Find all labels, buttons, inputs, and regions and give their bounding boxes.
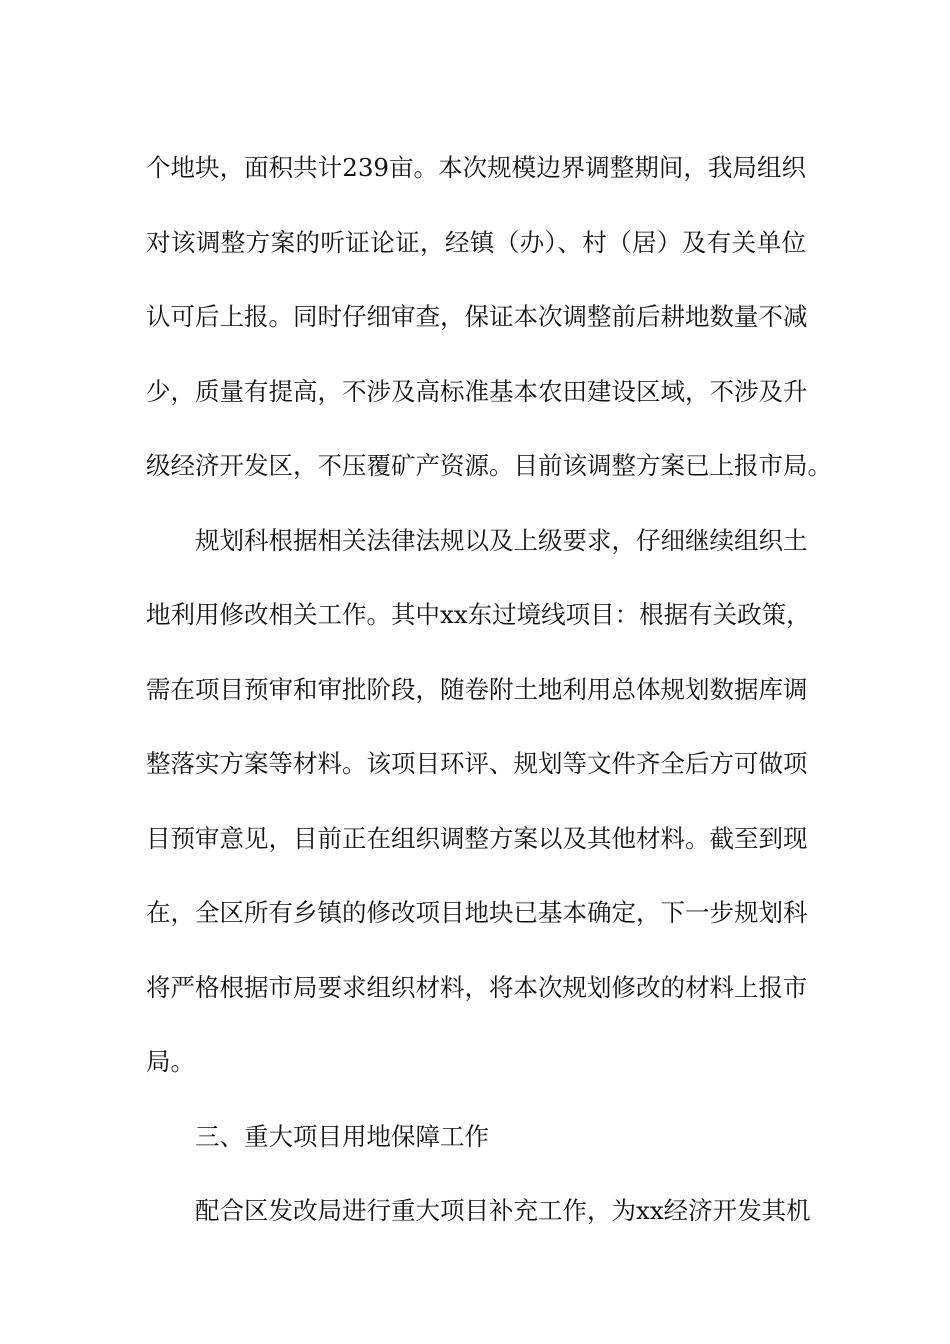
text-line: 目预审意见，目前正在组织调整方案以及其他材料。截至到现 xyxy=(146,823,808,853)
text-line: 规划科根据相关法律法规以及上级要求，仔细继续组织土 xyxy=(195,525,808,555)
text-line: 在，全区所有乡镇的修改项目地块已基本确定，下一步规划科 xyxy=(146,898,808,927)
paragraph-1 xyxy=(146,131,832,504)
text-line: 少，质量有提高，不涉及高标准基本农田建设区域，不涉及升 xyxy=(146,376,808,406)
paragraph-2 xyxy=(146,504,811,1100)
text-line: 需在项目预审和审批阶段，随卷附土地利用总体规划数据库调 xyxy=(146,674,808,704)
text-line: 认可后上报。同时仔细审查，保证本次调整前后耕地数量不减 xyxy=(146,302,808,331)
document-page xyxy=(146,131,832,1249)
text-line: 个地块，面积共计239亩。本次规模边界调整期间，我局组织 xyxy=(146,153,806,182)
text-line: 整落实方案等材料。该项目环评、规划等文件齐全后方可做项 xyxy=(146,749,808,778)
text-line: 配合区发改局进行重大项目补充工作，为xx经济开发其机 xyxy=(195,1196,811,1225)
section-heading xyxy=(146,1100,806,1175)
text-line: 将严格根据市局要求组织材料，将本次规划修改的材料上报市 xyxy=(146,972,808,1002)
paragraph-4 xyxy=(146,1174,811,1249)
text-line: 地利用修改相关工作。其中xx东过境线项目：根据有关政策， xyxy=(146,600,811,629)
text-line: 对该调整方案的听证论证，经镇（办）、村（居）及有关单位 xyxy=(146,227,806,257)
text-line: 级经济开发区，不压覆矿产资源。目前该调整方案已上报市局。 xyxy=(146,451,832,480)
heading-text: 三、重大项目用地保障工作 xyxy=(195,1121,489,1151)
text-line: 局。 xyxy=(146,1047,195,1076)
